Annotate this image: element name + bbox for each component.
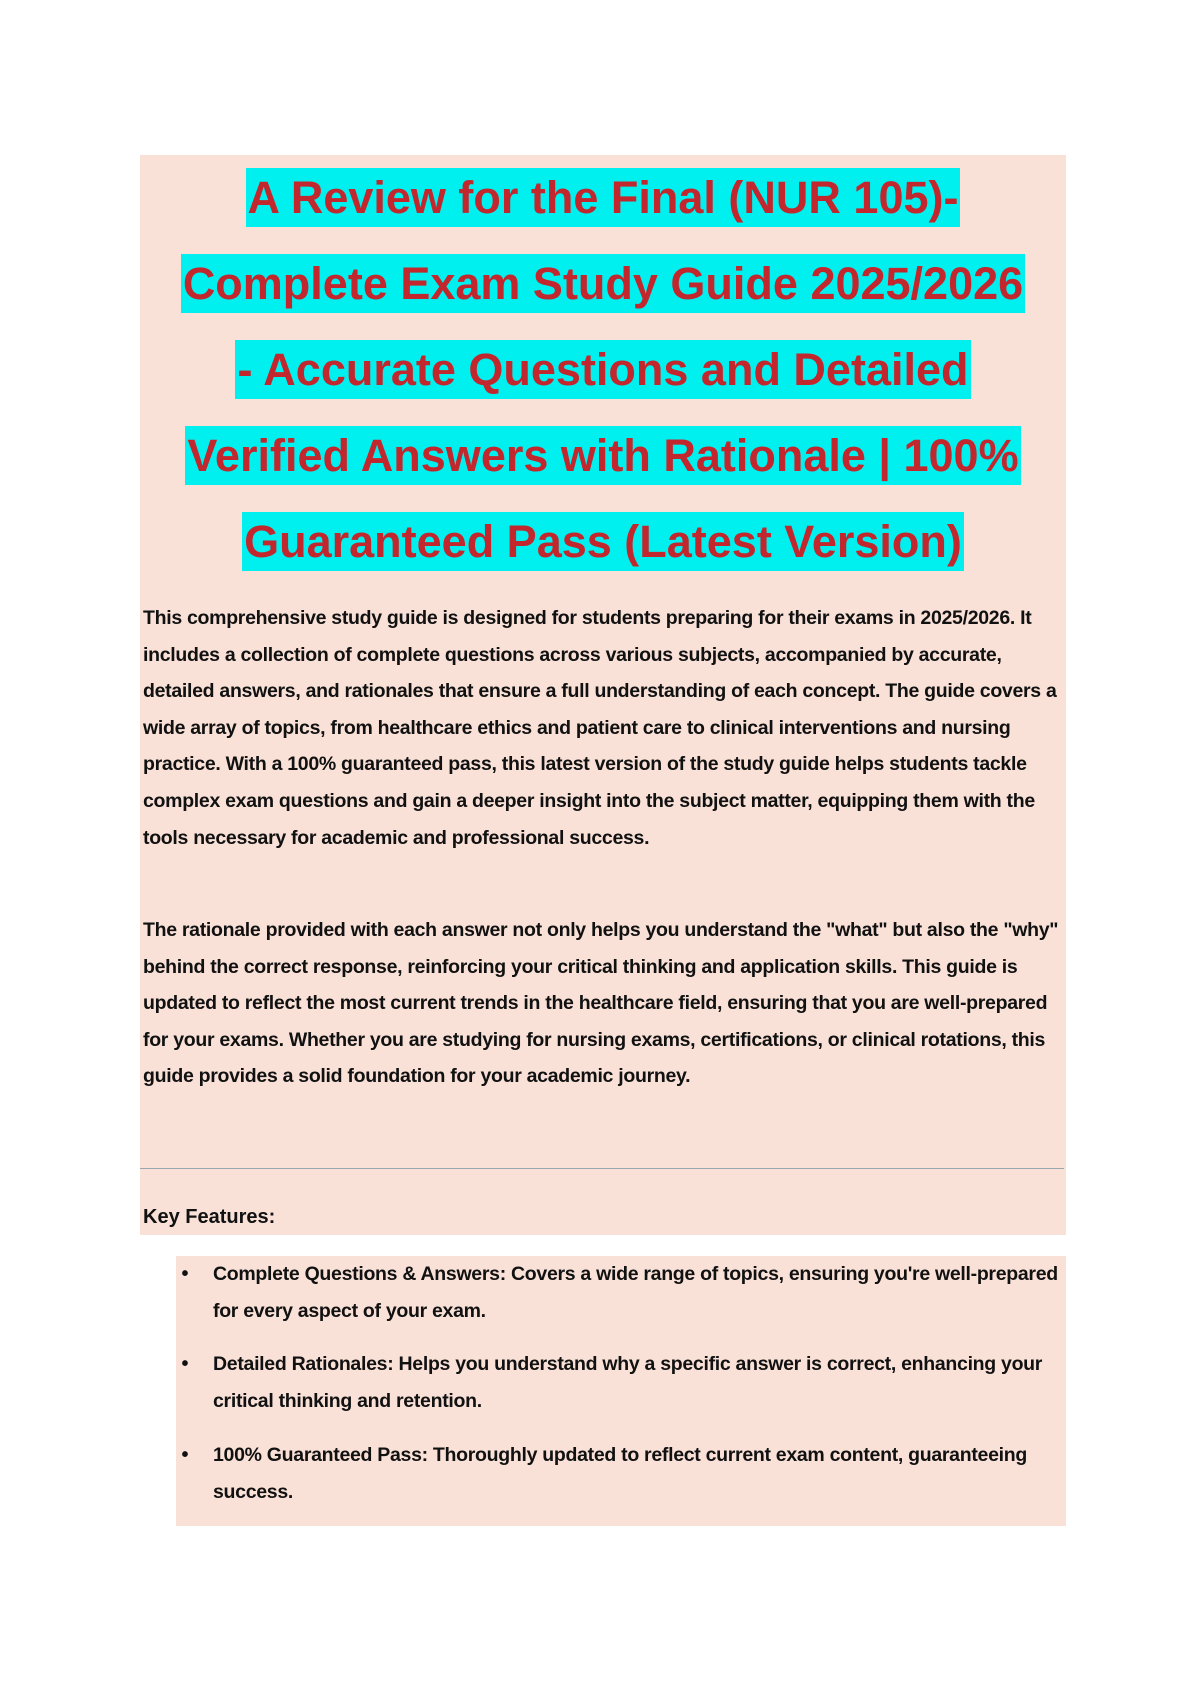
- feature-text: Complete Questions & Answers: Covers a wide range of topics, ensuring you're well-prepared for every aspect of your exam.: [213, 1263, 1058, 1322]
- title-line-text: Verified Answers with Rationale | 100%: [185, 426, 1020, 485]
- bullet-icon: •: [181, 1444, 189, 1466]
- section-divider: [140, 1168, 1064, 1169]
- bullet-icon: •: [181, 1263, 189, 1285]
- title-line: [140, 241, 1066, 327]
- feature-text: 100% Guaranteed Pass: Thoroughly updated to reflect current exam content, guaranteeing success.: [213, 1444, 1027, 1503]
- document-title: [140, 155, 1066, 585]
- key-features-block: [176, 1256, 1066, 1526]
- title-line-text: Complete Exam Study Guide 2025/2026: [181, 254, 1025, 313]
- title-line-text: Guaranteed Pass (Latest Version): [242, 512, 964, 571]
- title-line: [140, 327, 1066, 413]
- title-line: [140, 413, 1066, 499]
- intro-paragraph: This comprehensive study guide is designed for students preparing for their exams in 2025/2026. It includes a collection of complete questions across various subjects, accompanied by accurate, detailed answers, and rationales that ensure a full understanding of each concept. The guide covers a wide array of topics, from healthcare ethics and patient care to clinical interventions and nursing practice. With a 100% guaranteed pass, this latest version of the study guide helps students tackle complex exam questions and gain a deeper insight into the subject matter, equipping them with the tools necessary for academic and professional success.: [143, 607, 1057, 849]
- feature-text: Detailed Rationales: Helps you understand why a specific answer is correct, enhancing your critical thinking and retention.: [213, 1353, 1043, 1412]
- rationale-paragraph: The rationale provided with each answer not only helps you understand the "what" but also the "why" behind the correct response, reinforcing your critical thinking and application skills. This guide is updated to reflect the most current trends in the healthcare field, ensuring that you are well-prepared for your exams. Whether you are studying for nursing exams, certifications, or clinical rotations, this guide provides a solid foundation for your academic journey.: [143, 919, 1059, 1088]
- title-line: [140, 499, 1066, 585]
- title-line: [140, 155, 1066, 241]
- bullet-icon: •: [181, 1353, 189, 1375]
- title-line-text: - Accurate Questions and Detailed: [235, 340, 970, 399]
- document-block: [140, 155, 1066, 1235]
- title-line-text: A Review for the Final (NUR 105)-: [246, 168, 961, 227]
- key-features-heading: Key Features:: [143, 1206, 276, 1228]
